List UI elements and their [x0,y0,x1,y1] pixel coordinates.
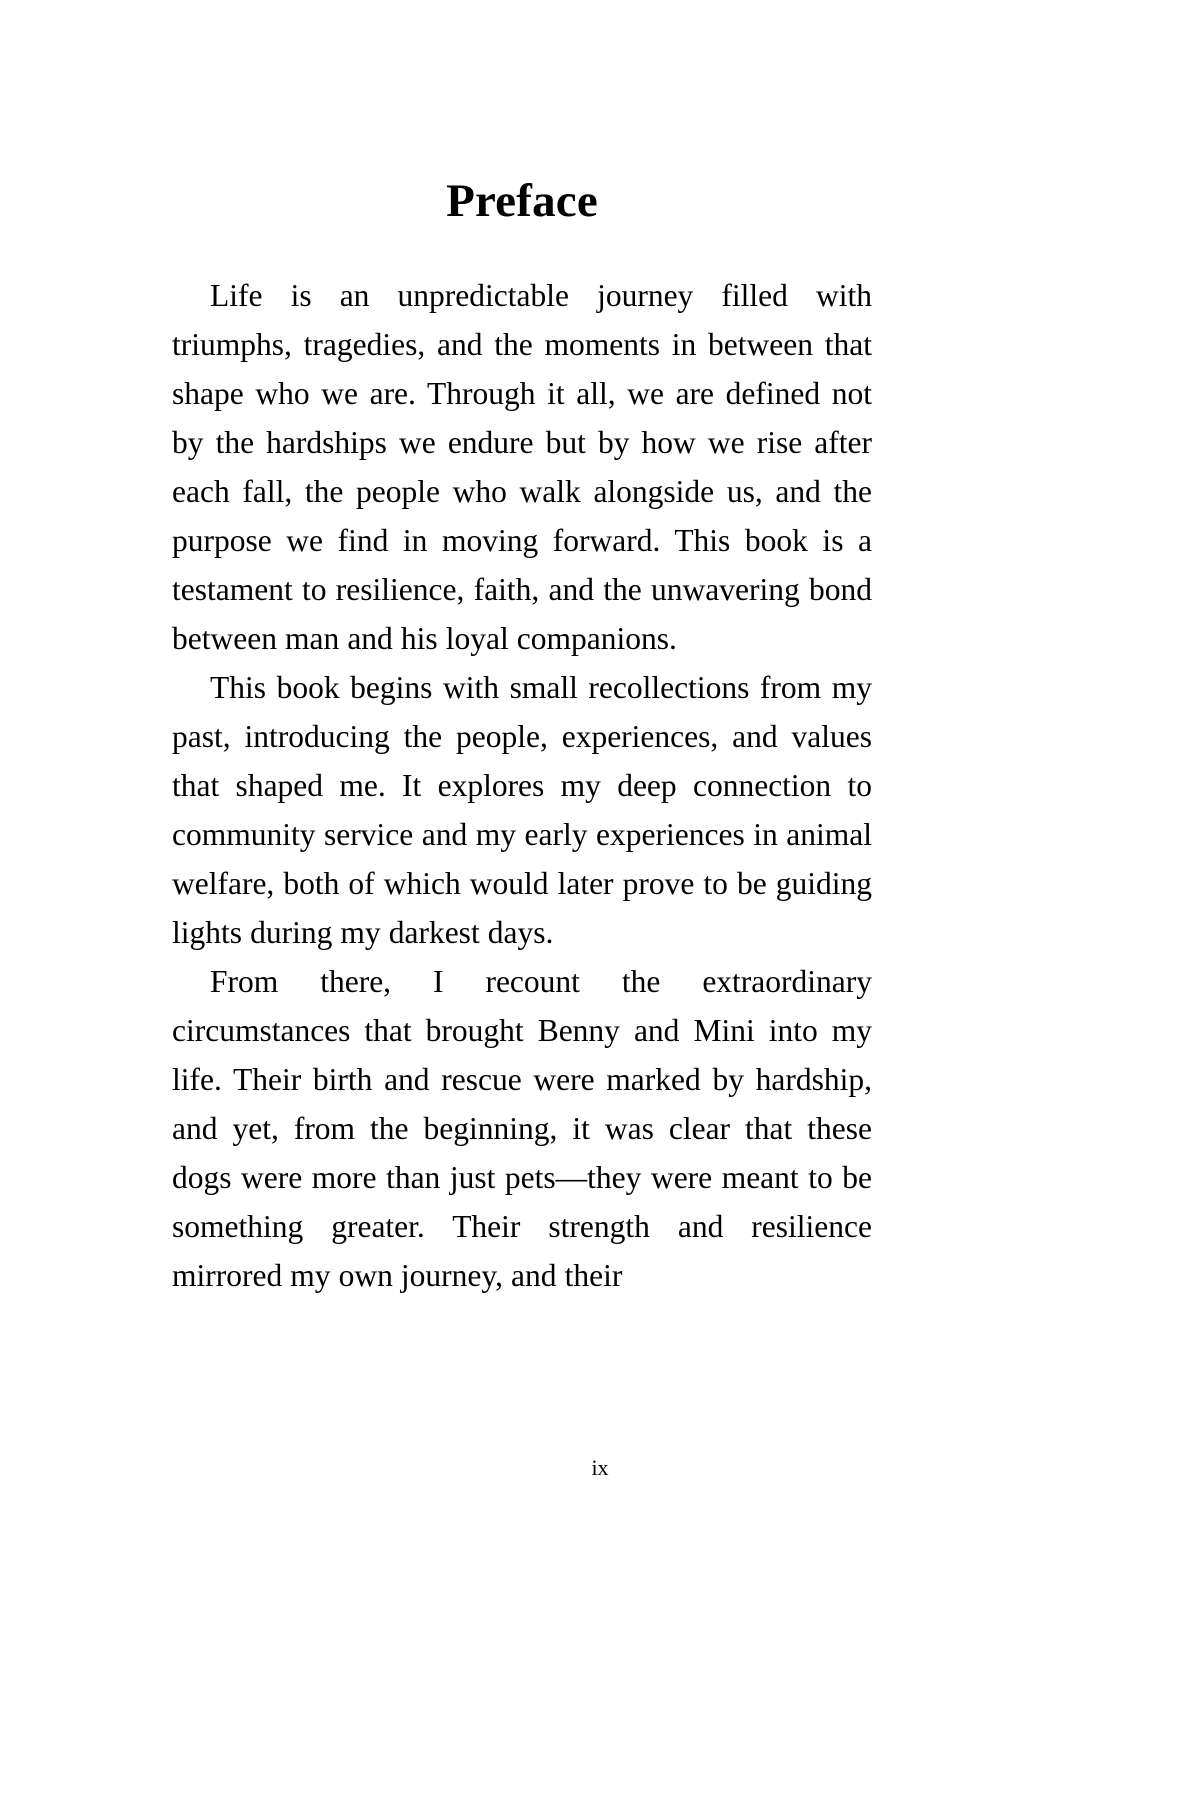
paragraph: From there, I recount the extraordinary circumstances that brought Benny and Mini into my life. Their birth and rescue were marked by hardship, and yet, from the beginning, it was clear that these dogs were more than just pets—they were meant to be something greater. Their strength and resilience mirrored my own journey, and their [172,964,872,1293]
body-text [172,271,872,1300]
paragraph: This book begins with small recollections from my past, introducing the people, experiences, and values that shaped me. It explores my deep connection to community service and my early experiences in animal welfare, both of which would later prove to be guiding lights during my darkest days. [172,670,872,950]
text-column [172,0,872,1300]
page-number: ix [591,1455,609,1480]
page-title: Preface [446,175,598,227]
paragraph: Life is an unpredictable journey filled with triumphs, tragedies, and the moments in between that shape who we are. Through it all, we are defined not by the hardships we endure but by how we rise after each fall, the people who walk alongside us, and the purpose we find in moving forward. This book is a testament to resilience, faith, and the unwavering bond between man and his loyal companions. [172,278,872,656]
